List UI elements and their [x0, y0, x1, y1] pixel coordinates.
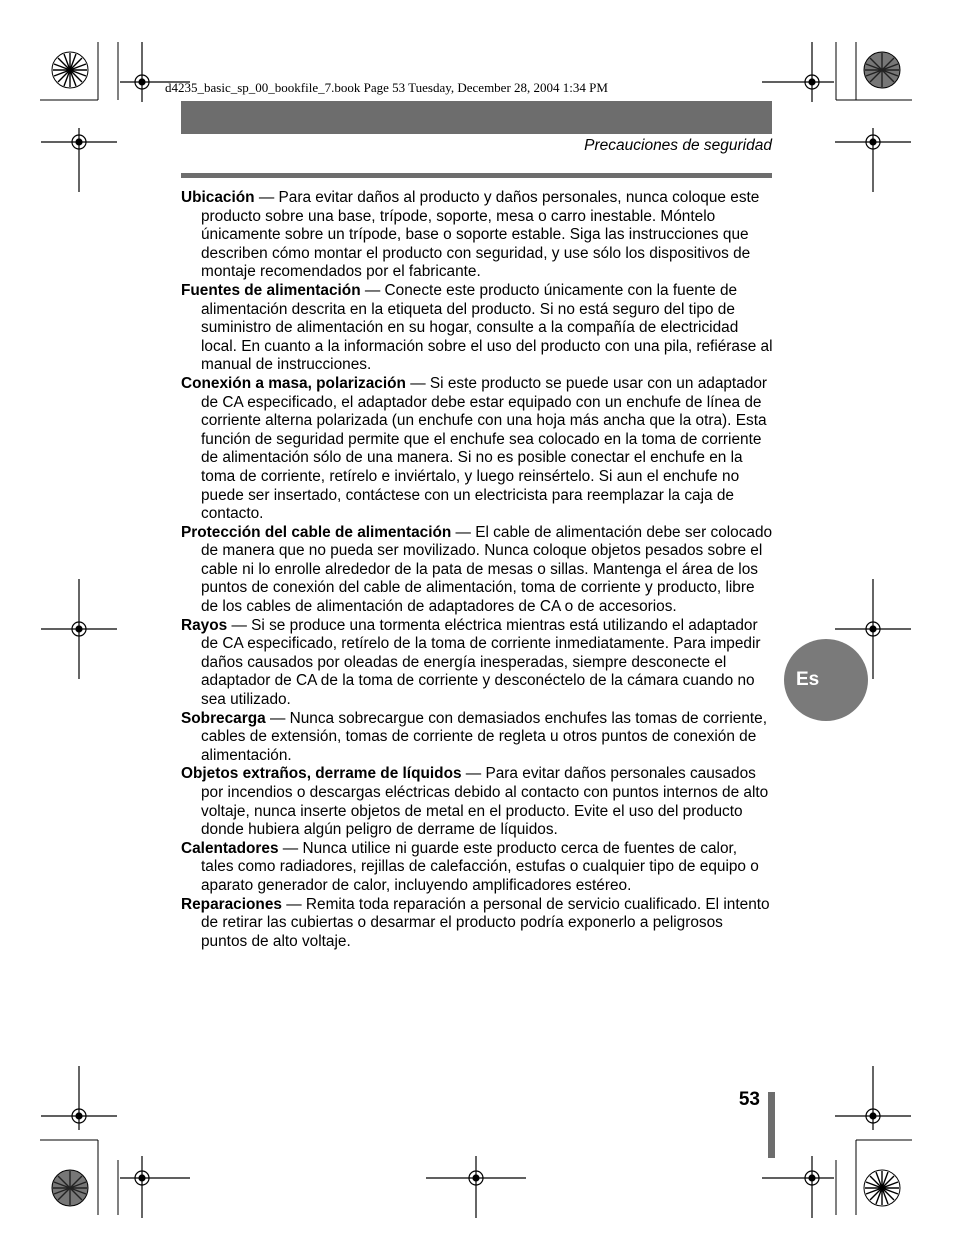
- section-title: Precauciones de seguridad: [584, 137, 772, 154]
- entry-objetos-extranos: [181, 765, 773, 839]
- safety-precautions-list: [181, 189, 773, 951]
- entry-conexion-a-masa: [181, 375, 773, 524]
- entry-text: — Si se produce una tormenta eléctrica mientras está utilizando el adaptador de CA especificado, retírelo de la toma de corriente inmediatamente. Para impedir daños causados por oleadas de energía inesperadas, siempre desconecte el adaptador de CA de la toma de corriente y desconéctelo de la cámara cuando no sea utilizado.: [201, 616, 761, 709]
- entry-term: Calentadores: [181, 839, 279, 857]
- entry-term: Conexión a masa, polarización: [181, 374, 406, 392]
- entry-ubicacion: [181, 189, 773, 282]
- header-band: [181, 101, 772, 134]
- entry-term: Objetos extraños, derrame de líquidos: [181, 765, 462, 783]
- page-number-bar: [768, 1092, 775, 1158]
- entry-term: Protección del cable de alimentación: [181, 523, 452, 541]
- header-rule: [181, 173, 772, 178]
- entry-term: Fuentes de alimentación: [181, 281, 361, 299]
- entry-term: Rayos: [181, 616, 228, 634]
- entry-text: — El cable de alimentación debe ser colocado de manera que no pueda ser movilizado. Nunca coloque objetos pesados sobre el cable ni lo enrolle alrededor de la pata de mesas o sillas. Mantenga el área de los puntos de conexión del cable de alimentación, toma de corriente y producto, libre de los cables de alimentación de adaptadores de CA o de accesorios.: [201, 523, 773, 616]
- entry-text: — Remita toda reparación a personal de servicio cualificado. El intento de retirar las cubiertas o desarmar el producto podría exponerlo a peligrosos puntos de alto voltaje.: [201, 895, 770, 950]
- entry-fuentes-de-alimentacion: [181, 282, 773, 375]
- entry-proteccion-del-cable: [181, 524, 773, 617]
- entry-reparaciones: [181, 896, 773, 952]
- entry-text: — Para evitar daños personales causados por incendios o descargas eléctricas debido al contacto con puntos internos de alto voltaje, nunca inserte objetos de metal en el producto. Evite el uso del producto donde hubiera algún peligro de derrame de líquidos.: [201, 765, 769, 839]
- entry-text: — Si este producto se puede usar con un adaptador de CA especificado, el adaptador debe estar equipado con un enchufe de línea de corriente alterna polarizada (un enchufe con una hoja más ancha que la otra). Esta función de seguridad permite que el enchufe sea colocado en la toma de corriente de alimentación sólo de una manera. Si no es posible conectar el enchufe en la toma de corriente, retírelo e inviértalo, y luego reinsértelo. Si aun el enchufe no puede ser insertado, contáctese con un electricista para reemplazar la caja de contacto.: [201, 374, 768, 523]
- entry-term: Ubicación: [181, 189, 255, 206]
- entry-text: — Nunca utilice ni guarde este producto cerca de fuentes de calor, tales como radiadores, rejillas de calefacción, estufas o cualquier tipo de equipo o aparato generador de calor, incluyendo amplificadores estéreo.: [201, 839, 759, 894]
- entry-term: Reparaciones: [181, 895, 282, 913]
- entry-text: — Nunca sobrecargue con demasiados enchufes las tomas de corriente, cables de extensión, tomas de corriente de regleta u otros puntos de conexión de alimentación.: [201, 709, 768, 764]
- page-number: 53: [738, 1089, 760, 1110]
- entry-rayos: [181, 617, 773, 710]
- entry-text: — Para evitar daños al producto y daños personales, nunca coloque este producto sobre una base, trípode, soporte, mesa o carro inestable. Móntelo únicamente sobre un trípode, base o soporte estable. Siga las instrucciones que describen cómo montar el producto con seguridad, y use sólo los dispositivos de montaje recomendados por el fabricante.: [201, 189, 760, 281]
- entry-sobrecarga: [181, 710, 773, 766]
- language-tab: Es: [784, 639, 868, 721]
- entry-calentadores: [181, 840, 773, 896]
- entry-text: — Conecte este producto únicamente con la fuente de alimentación descrita en la etiqueta del producto. Si no está seguro del tipo de suministro de alimentación en su hogar, consulte a la compañía de electricidad local. En cuanto a la información sobre el uso del producto con una pila, refiérase al manual de instrucciones.: [201, 281, 773, 374]
- entry-term: Sobrecarga: [181, 709, 266, 727]
- file-header: d4235_basic_sp_00_bookfile_7.book Page 53 Tuesday, December 28, 2004 1:34 PM: [165, 80, 608, 95]
